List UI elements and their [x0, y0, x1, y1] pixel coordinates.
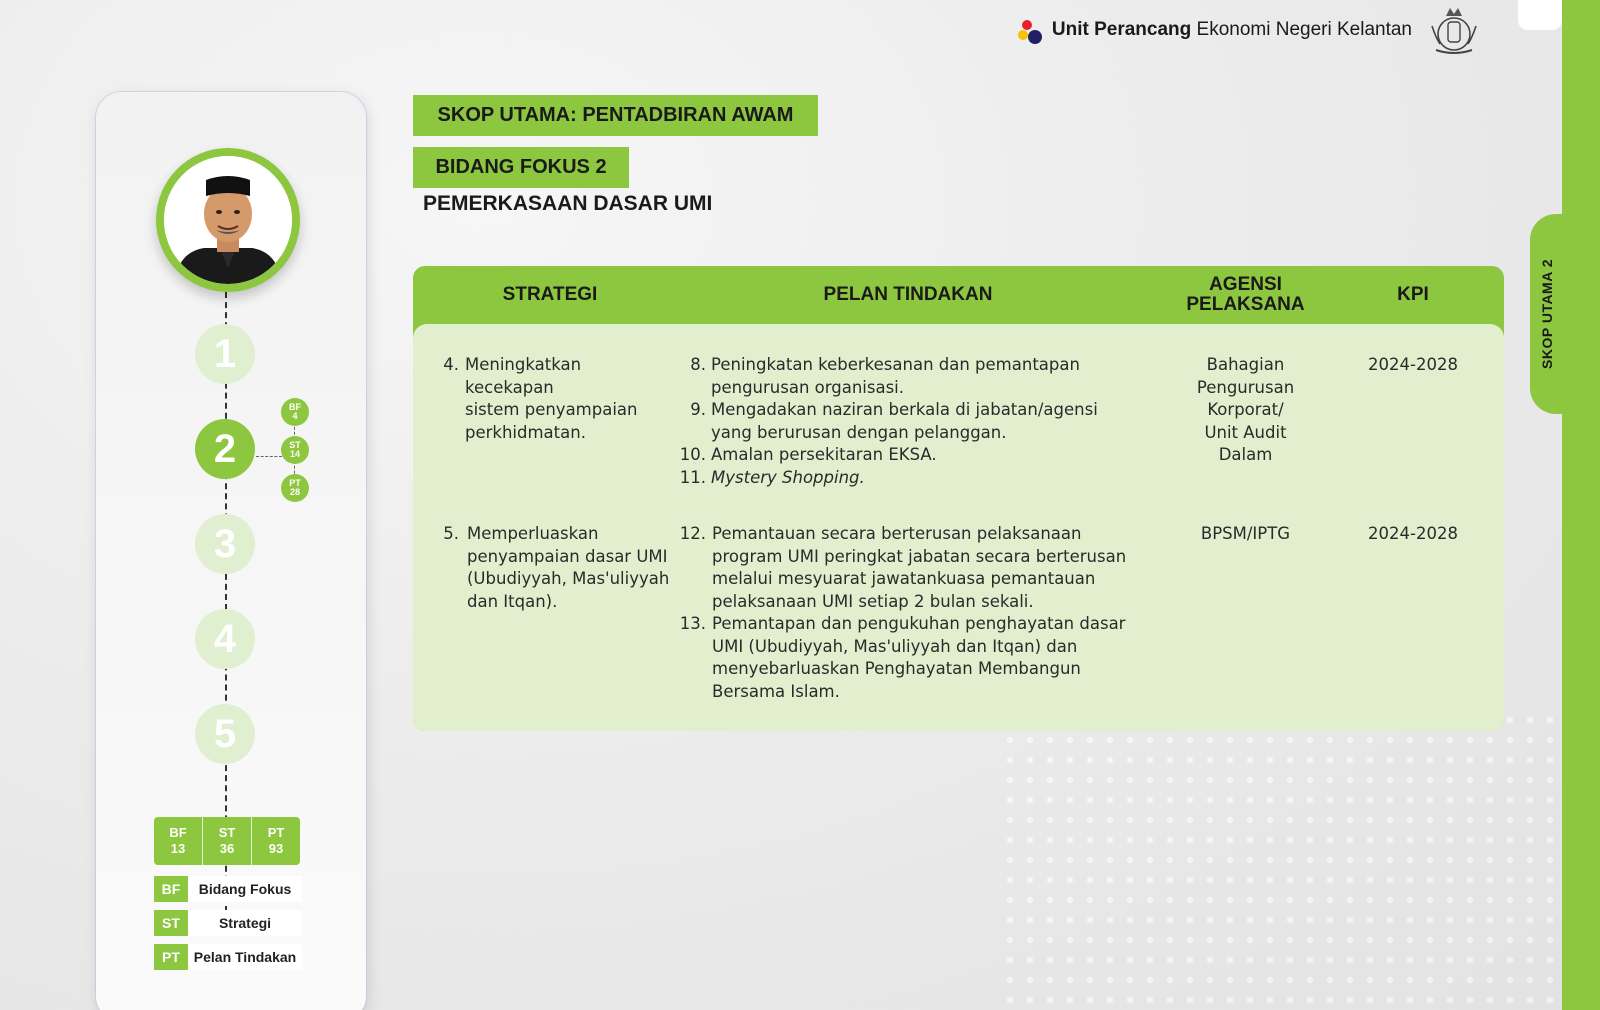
agency-line: BPSM/IPTG	[1200, 524, 1291, 543]
action-line: Amalan persekitaran EKSA.	[711, 445, 937, 464]
strategy-line: Meningkatkan kecekapan	[465, 355, 582, 397]
mini-connector-line	[256, 456, 282, 457]
kpi-cell: 2024-2028	[1368, 355, 1458, 374]
agency-line: Pengurusan	[1196, 377, 1295, 397]
action-line: Pemantauan secara berterusan pelaksanaan	[712, 524, 1082, 543]
state-crest-icon	[1426, 4, 1482, 56]
action-number: 9.	[690, 400, 706, 419]
legend-key: BF	[154, 876, 188, 902]
agency-line: Bahagian	[1206, 355, 1285, 374]
strategy-cell	[433, 354, 673, 444]
mini-badge-key: BF	[289, 402, 301, 412]
legend-key: ST	[154, 910, 188, 936]
total-pt	[251, 817, 300, 865]
top-corner-tab	[1518, 0, 1562, 30]
mini-badge-key: ST	[289, 440, 301, 450]
action-number: 13.	[679, 614, 706, 633]
total-key: BF	[169, 825, 187, 840]
legend-item-pt	[154, 944, 302, 970]
header	[1018, 8, 1482, 52]
page-title: PEMERKASAAN DASAR UMI	[423, 192, 713, 215]
column-header-action: PELAN TINDAKAN	[823, 284, 993, 305]
total-value: 36	[219, 841, 235, 856]
organization-name	[1052, 19, 1412, 41]
agency-header-line1: AGENSI	[1209, 274, 1282, 295]
action-item	[676, 399, 1146, 444]
action-line: Mengadakan naziran berkala di jabatan/agensi	[711, 400, 1098, 419]
action-line: Pemantapan dan pengukuhan penghayatan dasar	[712, 614, 1126, 633]
avatar	[156, 148, 300, 292]
agency-cell	[1153, 354, 1338, 467]
action-number: 11.	[679, 467, 706, 487]
total-bf	[154, 817, 202, 865]
mini-badge-pt	[281, 474, 309, 502]
legend-key: PT	[154, 944, 188, 970]
timeline-step-5[interactable]: 5	[195, 704, 255, 764]
main-scope-tag: SKOP UTAMA: PENTADBIRAN AWAM	[413, 95, 818, 136]
legend-item-bf	[154, 876, 302, 902]
action-line: Mystery Shopping.	[711, 467, 865, 487]
strategy-line: (Ubudiyyah, Mas'uliyyah	[467, 569, 670, 588]
table-header	[413, 266, 1504, 324]
action-number: 12.	[679, 524, 706, 543]
legend-label: Bidang Fokus	[188, 876, 302, 902]
legend-item-st	[154, 910, 302, 936]
agency-line: Dalam	[1218, 445, 1273, 464]
action-item	[676, 613, 1166, 703]
upen-logo-icon	[1018, 15, 1044, 45]
action-item	[676, 354, 1146, 399]
timeline-step-2-active[interactable]: 2	[195, 419, 255, 479]
timeline-step-1[interactable]: 1	[195, 324, 255, 384]
background-dot-pattern	[1000, 710, 1560, 1010]
action-number: 8.	[690, 355, 706, 374]
mini-badge-st	[281, 436, 309, 464]
legend-label: Pelan Tindakan	[188, 944, 302, 970]
strategy-text	[459, 354, 673, 444]
strategy-line: sistem penyampaian	[465, 400, 638, 419]
strategy-cell	[433, 523, 678, 613]
strategy-number: 5.	[443, 524, 459, 543]
strategy-number: 4.	[443, 355, 459, 374]
action-line: yang berurusan dengan pelanggan.	[711, 422, 1007, 442]
strategy-line: perkhidmatan.	[465, 422, 586, 442]
mini-badge-value: 28	[289, 487, 300, 497]
action-line: program UMI peringkat jabatan secara berterusan	[712, 546, 1127, 566]
table-body	[413, 324, 1504, 731]
legend-label: Strategi	[188, 910, 302, 936]
total-st	[202, 817, 251, 865]
total-value: 13	[170, 841, 186, 856]
timeline-step-3[interactable]: 3	[195, 514, 255, 574]
side-tab-label: SKOP UTAMA 2	[1539, 259, 1555, 369]
action-line: UMI (Ubudiyyah, Mas'uliyyah dan Itqan) dan	[712, 636, 1078, 656]
action-item	[676, 467, 1146, 490]
organization-name-bold: Unit Perancang	[1051, 19, 1192, 40]
strategy-line: Memperluaskan	[467, 524, 599, 543]
mini-badge-value: 14	[289, 449, 300, 459]
strategy-table	[413, 266, 1504, 731]
agency-header-line2: PELAKSANA	[1186, 294, 1305, 315]
strategy-text	[459, 523, 669, 613]
right-accent-bar	[1562, 0, 1600, 1010]
action-item	[676, 523, 1166, 613]
action-line: Bersama Islam.	[712, 681, 840, 701]
column-header-strategy: STRATEGI	[502, 284, 598, 305]
portrait-photo	[164, 156, 292, 284]
agency-line: Unit Audit	[1204, 422, 1287, 442]
action-line: pengurusan organisasi.	[711, 377, 905, 397]
action-line: pelaksanaan UMI setiap 2 bulan sekali.	[712, 591, 1034, 611]
column-header-kpi: KPI	[1397, 284, 1429, 305]
mini-badge-value: 4	[292, 411, 298, 421]
action-cell	[676, 354, 1146, 489]
mini-badge-key: PT	[289, 478, 301, 488]
action-cell	[676, 523, 1166, 703]
kpi-cell: 2024-2028	[1368, 524, 1458, 543]
action-line: melalui mesyuarat jawatankuasa pemantauan	[712, 569, 1096, 588]
portrait-person-icon	[164, 156, 292, 284]
organization-name-rest: Ekonomi Negeri Kelantan	[1196, 19, 1412, 40]
totals-summary	[154, 817, 300, 865]
action-item	[676, 444, 1146, 467]
timeline-step-4[interactable]: 4	[195, 609, 255, 669]
total-key: PT	[267, 825, 285, 840]
strategy-line: dan Itqan).	[467, 591, 558, 611]
total-key: ST	[218, 825, 236, 840]
action-line: Peningkatan keberkesanan dan pemantapan	[711, 355, 1080, 374]
agency-line: Korporat/	[1207, 400, 1284, 419]
agency-cell	[1153, 523, 1338, 546]
action-line: menyebarluaskan Penghayatan Membangun	[712, 659, 1081, 678]
total-value: 93	[268, 841, 284, 856]
side-tab-skop-utama	[1530, 214, 1564, 414]
left-timeline-panel	[96, 92, 366, 1010]
action-number: 10.	[679, 445, 706, 464]
column-header-agency	[1153, 266, 1338, 324]
strategy-line: penyampaian dasar UMI	[467, 546, 668, 566]
focus-area-tag: BIDANG FOKUS 2	[413, 147, 629, 188]
mini-badge-bf	[281, 398, 309, 426]
